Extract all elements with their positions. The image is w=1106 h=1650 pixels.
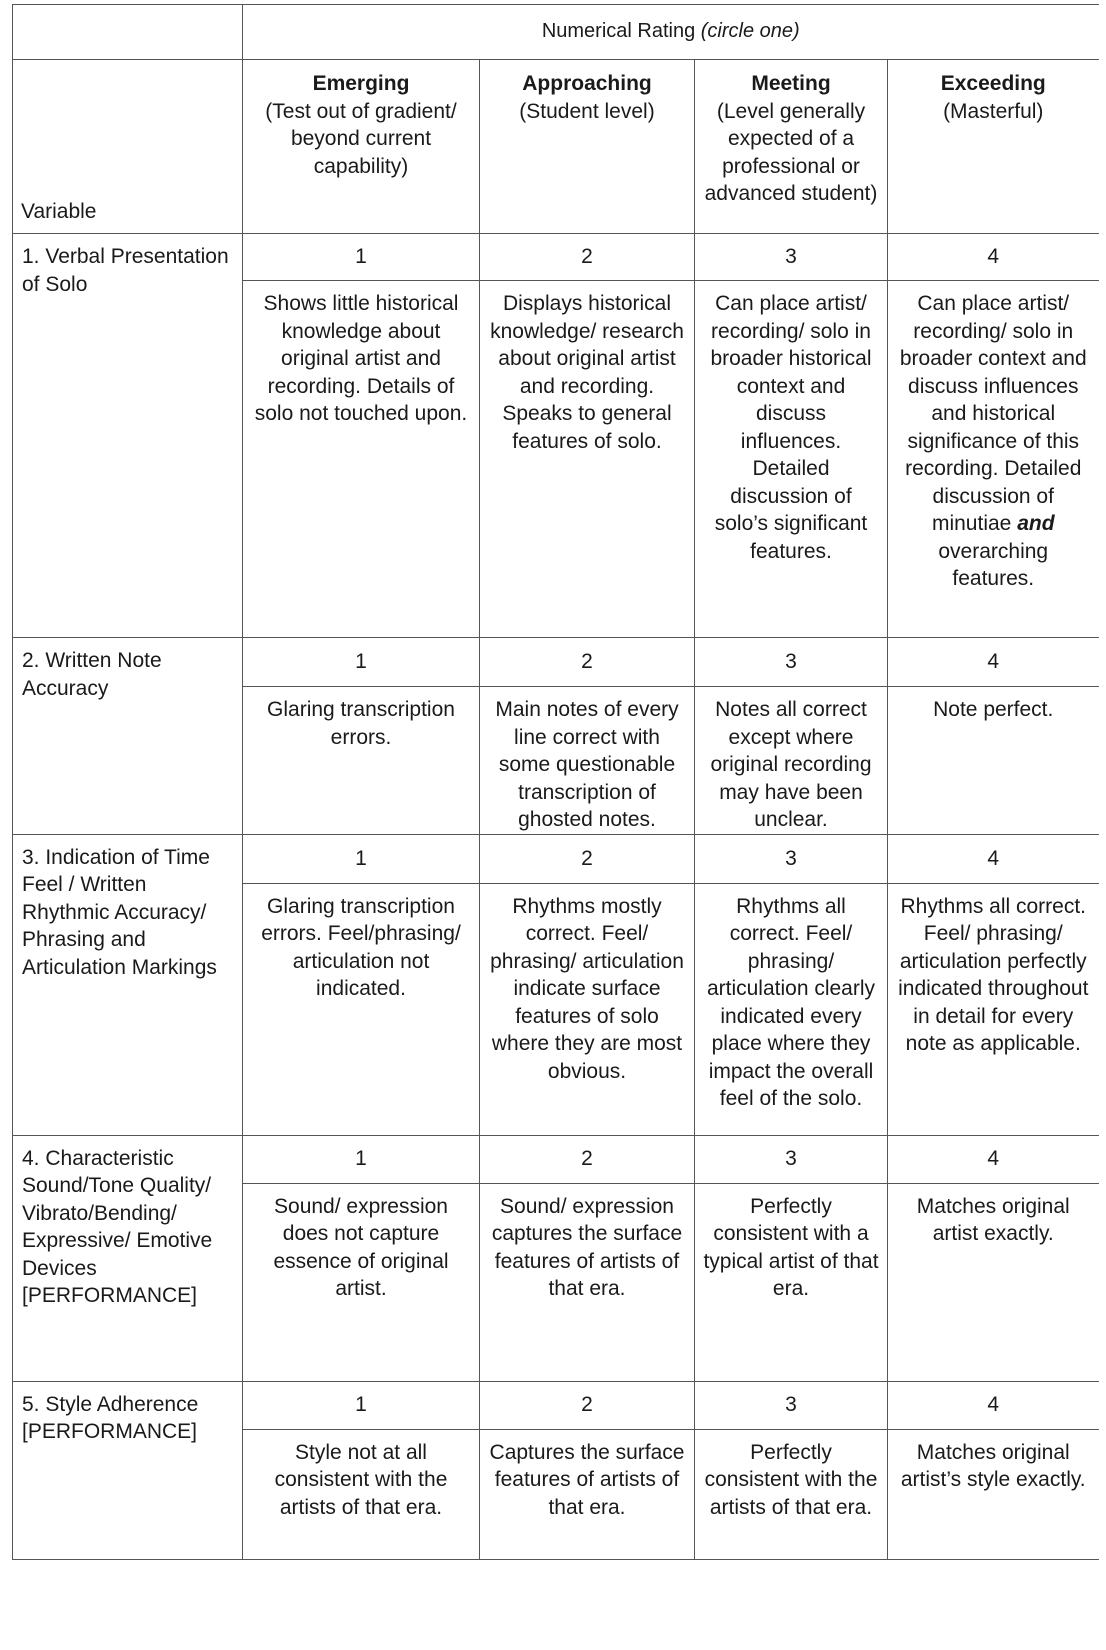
score-2[interactable]: 2 [480,834,695,883]
descriptor-cell: Perfectly consistent with a typical artist of that era. [695,1183,888,1381]
score-row [13,1381,1099,1429]
score-2[interactable]: 2 [480,1135,695,1183]
level-desc: (Student level) [519,99,655,123]
descriptor-cell: Note perfect. [888,687,1099,835]
descriptor-cell: Matches original artist’s style exactly. [888,1429,1099,1559]
level-header-row [13,60,1099,234]
descriptor-cell: Sound/ expression does not capture essence of original artist. [243,1183,480,1381]
level-name: Meeting [751,72,831,95]
descriptor-cell: Notes all correct except where original recording may have been unclear. [695,687,888,835]
score-1[interactable]: 1 [243,1135,480,1183]
descriptor-cell: Displays historical knowledge/ research about original artist and recording. Speaks to general features of solo. [480,281,695,638]
descriptor-text: Can place artist/ recording/ solo in broader context and discuss influences and historical significance of this recording. Detailed discussion of minutiae [899,292,1087,535]
score-2[interactable]: 2 [480,234,695,281]
score-3[interactable]: 3 [695,1135,888,1183]
corner-cell [13,5,243,60]
emphasis-and: and [1017,512,1055,535]
descriptor-cell: Glaring transcription errors. [243,687,480,835]
descriptor-cell: Rhythms all correct. Feel/ phrasing/ articulation clearly indicated every place where they impact the overall feel of the solo. [695,883,888,1135]
score-row [13,234,1099,281]
score-1[interactable]: 1 [243,1381,480,1429]
rating-label: Numerical Rating [541,20,696,43]
score-3[interactable]: 3 [695,638,888,687]
score-3[interactable]: 3 [695,1381,888,1429]
descriptor-cell: Perfectly consistent with the artists of that era. [695,1429,888,1559]
score-1[interactable]: 1 [243,234,480,281]
variable-cell: 3. Indication of Time Feel / Written Rhythmic Accuracy/ Phrasing and Articulation Markings [13,834,243,1135]
descriptor-cell: Rhythms mostly correct. Feel/ phrasing/ articulation indicate surface features of solo where they are most obvious. [480,883,695,1135]
descriptor-cell: Rhythms all correct. Feel/ phrasing/ articulation perfectly indicated throughout in detail for every note as applicable. [888,883,1099,1135]
variable-cell: 5. Style Adherence [PERFORMANCE] [13,1381,243,1559]
score-4[interactable]: 4 [888,1381,1099,1429]
level-desc: (Test out of gradient/ beyond current capability) [265,99,457,178]
level-name: Approaching [522,72,652,95]
level-desc: (Level generally expected of a professional or advanced student) [704,99,878,205]
score-4[interactable]: 4 [888,1135,1099,1183]
score-4[interactable]: 4 [888,638,1099,687]
score-1[interactable]: 1 [243,834,480,883]
descriptor-cell: Main notes of every line correct with some questionable transcription of ghosted notes. [480,687,695,835]
variable-heading: Variable [13,60,243,234]
variable-cell: 2. Written Note Accuracy [13,638,243,835]
rating-header-row [13,5,1099,60]
score-2[interactable]: 2 [480,638,695,687]
descriptor-cell: Can place artist/ recording/ solo in broader historical context and discuss influences. Detailed discussion of solo’s significant features. [695,281,888,638]
level-exceeding [888,60,1099,234]
descriptor-cell: Matches original artist exactly. [888,1183,1099,1381]
score-2[interactable]: 2 [480,1381,695,1429]
level-meeting [695,60,888,234]
level-desc: (Masterful) [943,99,1044,123]
score-4[interactable]: 4 [888,234,1099,281]
descriptor-cell: Glaring transcription errors. Feel/phrasing/ articulation not indicated. [243,883,480,1135]
descriptor-cell: Sound/ expression captures the surface features of artists of that era. [480,1183,695,1381]
rubric-table [12,4,1099,1560]
level-name: Emerging [312,72,410,95]
variable-cell: 4. Characteristic Sound/Tone Quality/ Vibrato/Bending/ Expressive/ Emotive Devices [PERFORMANCE] [13,1135,243,1381]
score-row [13,1135,1099,1183]
rating-note: (circle one) [700,20,800,43]
score-row [13,834,1099,883]
numerical-rating-heading [243,5,1099,60]
score-1[interactable]: 1 [243,638,480,687]
descriptor-text: overarching features. [938,539,1049,590]
level-approaching [480,60,695,234]
score-4[interactable]: 4 [888,834,1099,883]
variable-cell: 1. Verbal Presentation of Solo [13,234,243,638]
score-3[interactable]: 3 [695,834,888,883]
descriptor-cell: Captures the surface features of artists of that era. [480,1429,695,1559]
level-emerging [243,60,480,234]
score-3[interactable]: 3 [695,234,888,281]
descriptor-cell [888,281,1099,638]
descriptor-cell: Style not at all consistent with the artists of that era. [243,1429,480,1559]
level-name: Exceeding [940,72,1046,95]
score-row [13,638,1099,687]
descriptor-cell: Shows little historical knowledge about original artist and recording. Details of solo not touched upon. [243,281,480,638]
